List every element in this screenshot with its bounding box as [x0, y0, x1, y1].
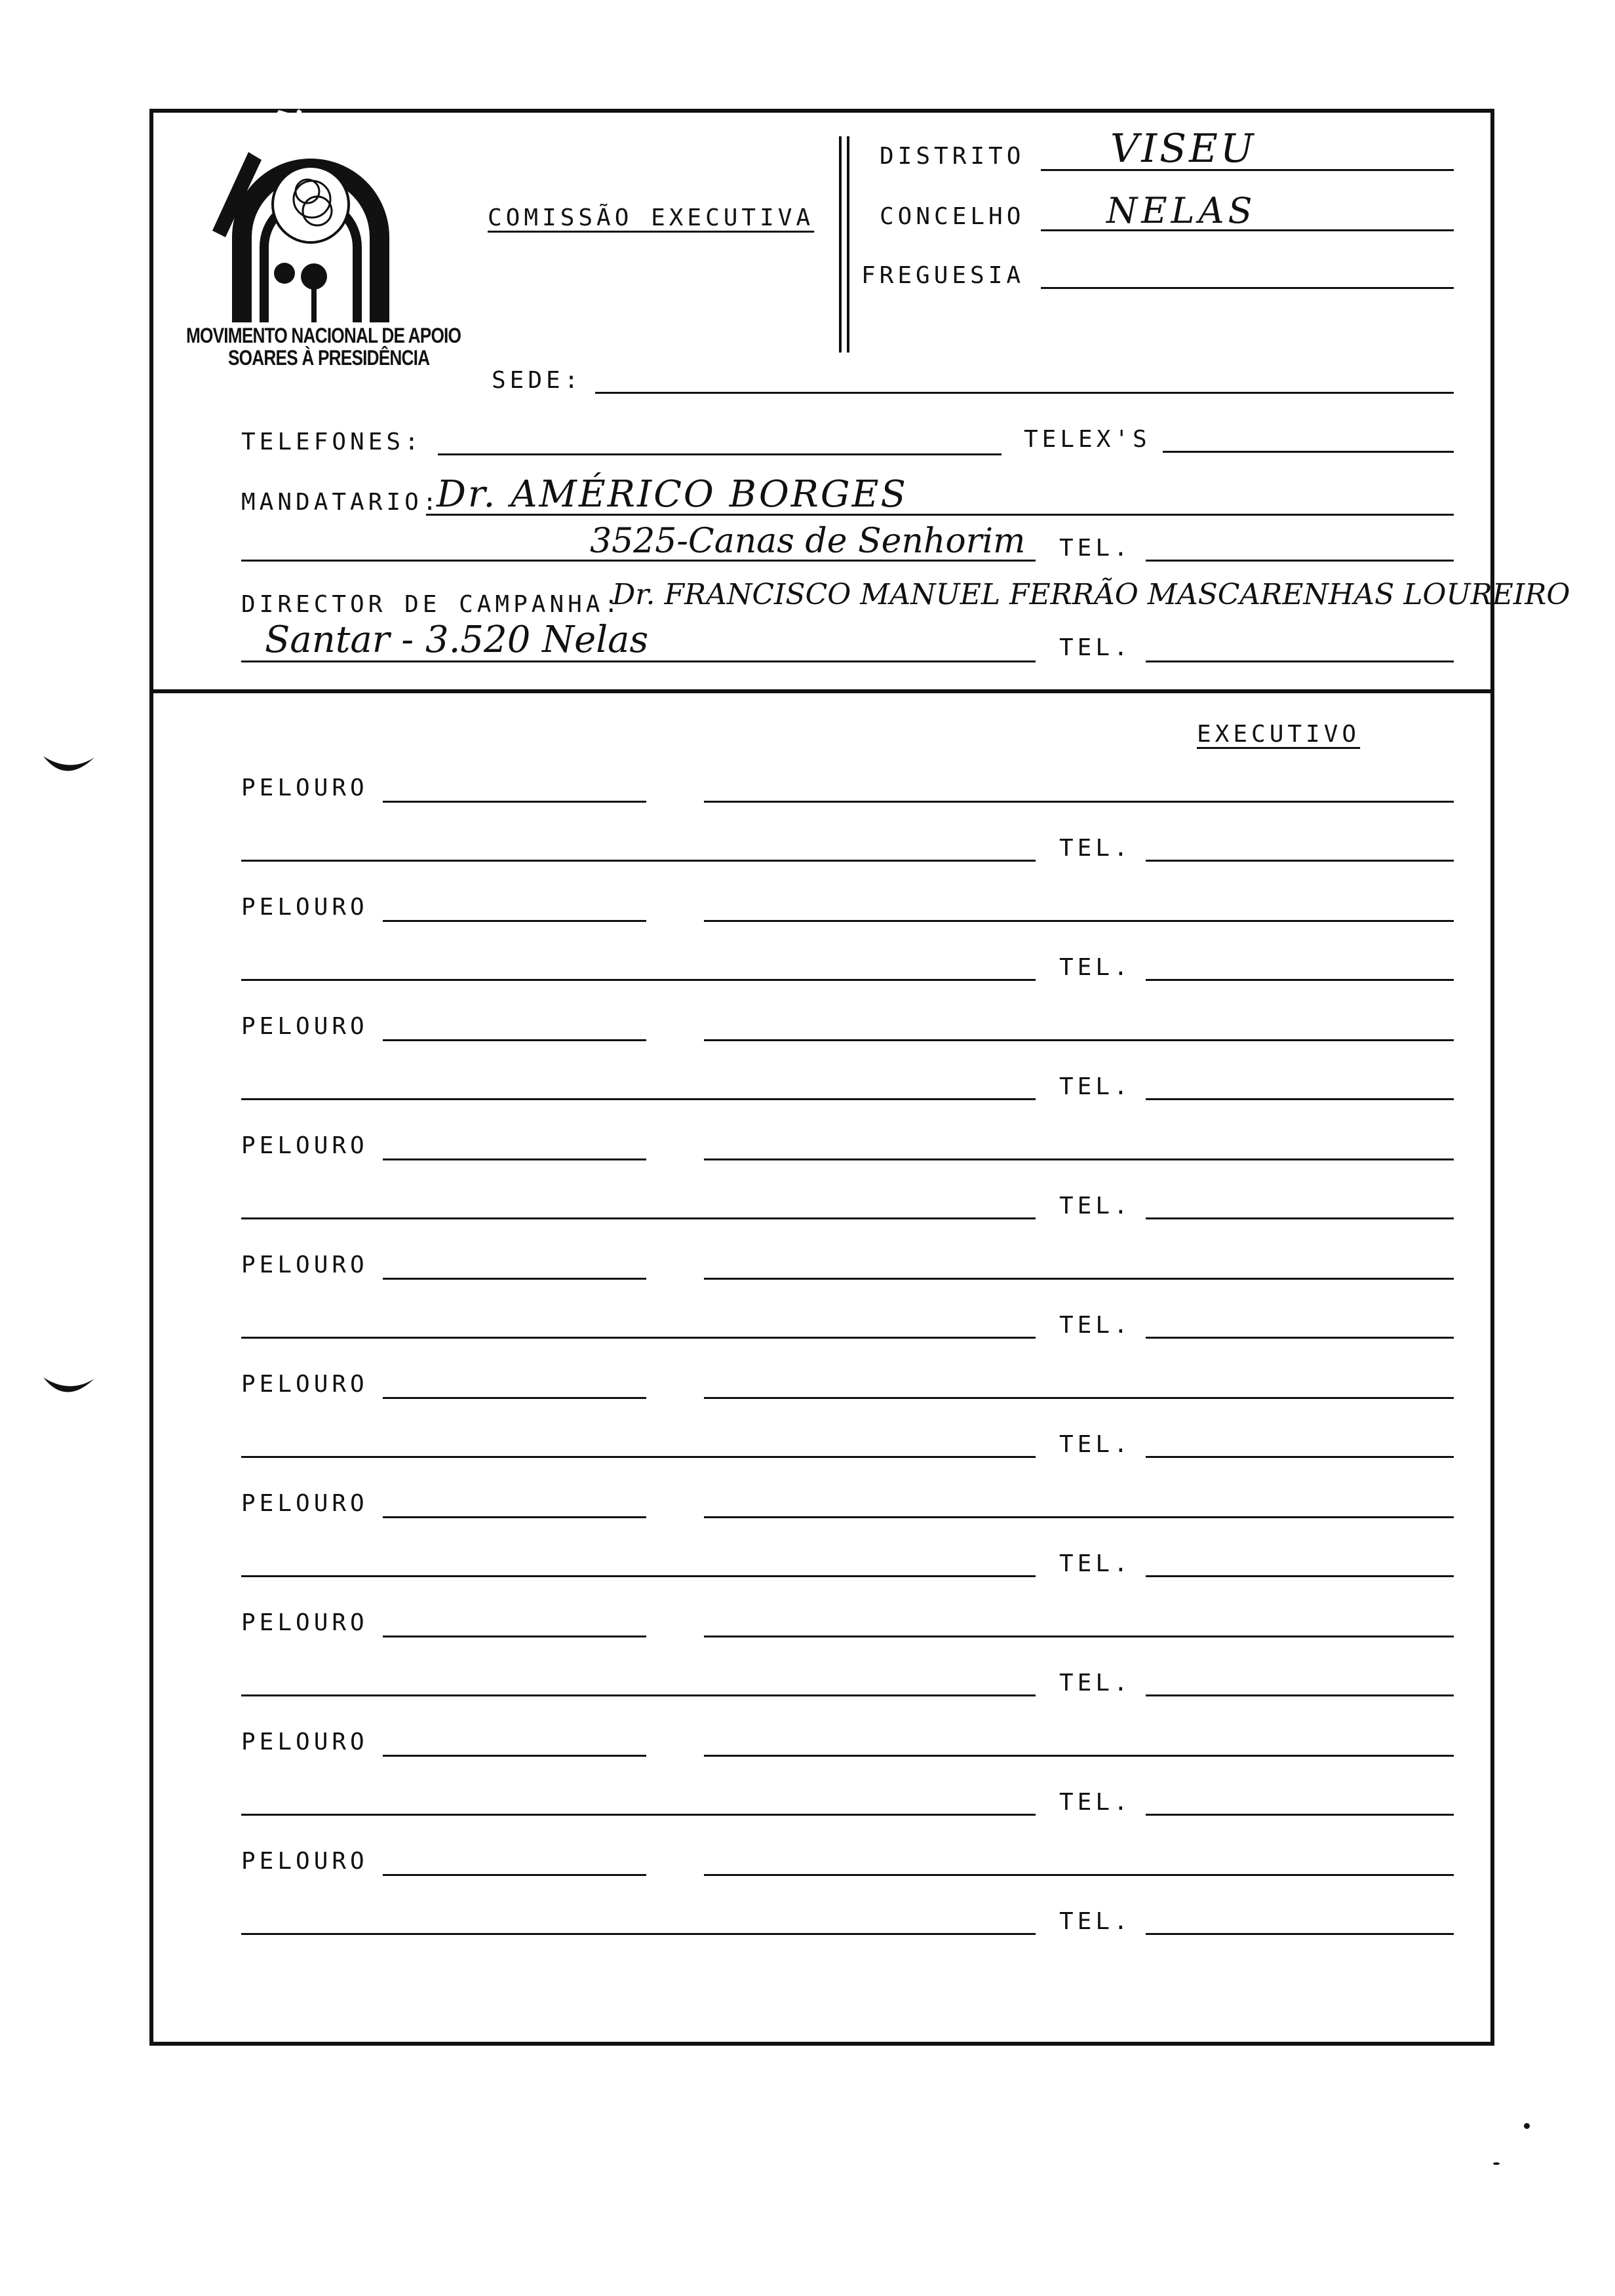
- telefones-label: TELEFONES:: [241, 429, 423, 455]
- pelouro-name-field[interactable]: [383, 1158, 646, 1160]
- pelouro-label: PELOURO: [241, 1609, 368, 1636]
- pelouro-name-field[interactable]: [383, 1278, 646, 1280]
- pelouro-address-field[interactable]: [241, 1456, 1036, 1458]
- pelouro-tel-label: TEL.: [1059, 1312, 1132, 1339]
- telefones-field[interactable]: [438, 453, 1002, 455]
- pelouro-tel-label: TEL.: [1059, 1431, 1132, 1458]
- pelouro-name-field[interactable]: [383, 920, 646, 922]
- director-tel-field[interactable]: [1146, 660, 1454, 662]
- concelho-label: CONCELHO: [880, 203, 1025, 230]
- director-tel-label: TEL.: [1059, 634, 1132, 661]
- pelouro-label: PELOURO: [241, 1848, 368, 1875]
- pelouro-address-field[interactable]: [241, 1217, 1036, 1219]
- pelouro-tel-label: TEL.: [1059, 835, 1132, 862]
- director-address: Santar - 3.520 Nelas: [265, 619, 649, 661]
- pelouro-tel-field[interactable]: [1146, 860, 1454, 862]
- pelouro-label: PELOURO: [241, 1132, 368, 1159]
- telex-label: TELEX'S: [1024, 426, 1151, 453]
- sede-label: SEDE:: [492, 367, 583, 394]
- pelouro-address-field[interactable]: [241, 979, 1036, 981]
- pelouro-address-field[interactable]: [241, 1337, 1036, 1339]
- telex-field[interactable]: [1163, 451, 1454, 453]
- pelouro-label: PELOURO: [241, 775, 368, 801]
- pelouro-tel-label: TEL.: [1059, 1908, 1132, 1935]
- pelouro-tel-field[interactable]: [1146, 979, 1454, 981]
- pelouro-label: PELOURO: [241, 1729, 368, 1755]
- pelouro-name-field[interactable]: [383, 801, 646, 803]
- pelouro-person-field[interactable]: [704, 1516, 1454, 1518]
- form-frame: [149, 60, 1570, 2046]
- logo-line-1: MOVIMENTO NACIONAL DE APOIO: [186, 324, 461, 347]
- pelouro-name-field[interactable]: [383, 1516, 646, 1518]
- binder-hole-mark: [39, 747, 98, 786]
- pelouro-tel-label: TEL.: [1059, 1550, 1132, 1577]
- mandatario-name: Dr. AMÉRICO BORGES: [437, 473, 908, 516]
- director-name: Dr. FRANCISCO MANUEL FERRÃO MASCARENHAS LOUREIRO: [612, 578, 1570, 611]
- mandatario-label: MANDATARIO:: [241, 489, 441, 516]
- mandatario-address: 3525-Canas de Senhorim: [590, 522, 1026, 561]
- pelouro-name-field[interactable]: [383, 1397, 646, 1399]
- pelouro-tel-field[interactable]: [1146, 1694, 1454, 1696]
- pelouro-person-field[interactable]: [704, 920, 1454, 922]
- pelouro-address-field[interactable]: [241, 1814, 1036, 1816]
- distrito-label: DISTRITO: [880, 143, 1025, 170]
- freguesia-field[interactable]: [1041, 287, 1454, 289]
- pelouro-address-field[interactable]: [241, 1694, 1036, 1696]
- header-divider: [839, 136, 842, 353]
- pelouro-tel-field[interactable]: [1146, 1456, 1454, 1458]
- form-title: COMISSÃO EXECUTIVA: [488, 204, 815, 231]
- pelouro-tel-field[interactable]: [1146, 1098, 1454, 1100]
- logo-acronym: M.A.S.P.: [252, 60, 333, 158]
- mandatario-tel-field[interactable]: [1146, 560, 1454, 562]
- pelouro-label: PELOURO: [241, 1252, 368, 1278]
- binder-hole-mark: [39, 1369, 98, 1409]
- pelouro-tel-field[interactable]: [1146, 1337, 1454, 1339]
- freguesia-label: FREGUESIA: [861, 262, 1025, 289]
- pelouro-name-field[interactable]: [383, 1636, 646, 1637]
- pelouro-person-field[interactable]: [704, 1397, 1454, 1399]
- pelouro-name-field[interactable]: [383, 1039, 646, 1041]
- pelouro-tel-label: TEL.: [1059, 1670, 1132, 1696]
- section-divider: [153, 689, 1490, 693]
- pelouro-name-field[interactable]: [383, 1874, 646, 1876]
- pelouro-address-field[interactable]: [241, 1933, 1036, 1935]
- pelouro-tel-label: TEL.: [1059, 954, 1132, 981]
- pelouro-tel-label: TEL.: [1059, 1193, 1132, 1219]
- pelouro-person-field[interactable]: [704, 1039, 1454, 1041]
- pelouro-label: PELOURO: [241, 894, 368, 921]
- logo-line-2: SOARES À PRESIDÊNCIA: [228, 346, 430, 370]
- pelouro-label: PELOURO: [241, 1371, 368, 1398]
- concelho-value: NELAS: [1106, 190, 1256, 231]
- pelouro-tel-field[interactable]: [1146, 1933, 1454, 1935]
- pelouro-label: PELOURO: [241, 1490, 368, 1517]
- pelouro-tel-field[interactable]: [1146, 1575, 1454, 1577]
- pelouro-label: PELOURO: [241, 1013, 368, 1040]
- pelouro-address-field[interactable]: [241, 860, 1036, 862]
- pelouro-person-field[interactable]: [704, 1636, 1454, 1637]
- distrito-value: VISEU: [1110, 126, 1256, 172]
- header-divider: [847, 136, 849, 353]
- sede-field[interactable]: [595, 392, 1454, 394]
- pelouro-tel-label: TEL.: [1059, 1789, 1132, 1816]
- pelouro-address-field[interactable]: [241, 1098, 1036, 1100]
- pelouro-tel-label: TEL.: [1059, 1073, 1132, 1100]
- pelouro-tel-field[interactable]: [1146, 1217, 1454, 1219]
- director-label: DIRECTOR DE CAMPANHA:: [241, 591, 623, 618]
- executivo-title: EXECUTIVO: [1197, 721, 1361, 748]
- pelouro-name-field[interactable]: [383, 1755, 646, 1757]
- masp-emblem-icon: [186, 126, 435, 335]
- mandatario-tel-label: TEL.: [1059, 535, 1132, 562]
- speck: [1493, 2162, 1500, 2165]
- pelouro-tel-field[interactable]: [1146, 1814, 1454, 1816]
- pelouro-person-field[interactable]: [704, 1158, 1454, 1160]
- pelouro-person-field[interactable]: [704, 1755, 1454, 1757]
- pelouro-person-field[interactable]: [704, 1874, 1454, 1876]
- speck: [1524, 2123, 1530, 2129]
- pelouro-person-field[interactable]: [704, 1278, 1454, 1280]
- pelouro-person-field[interactable]: [704, 801, 1454, 803]
- masp-logo: [186, 60, 488, 375]
- pelouro-address-field[interactable]: [241, 1575, 1036, 1577]
